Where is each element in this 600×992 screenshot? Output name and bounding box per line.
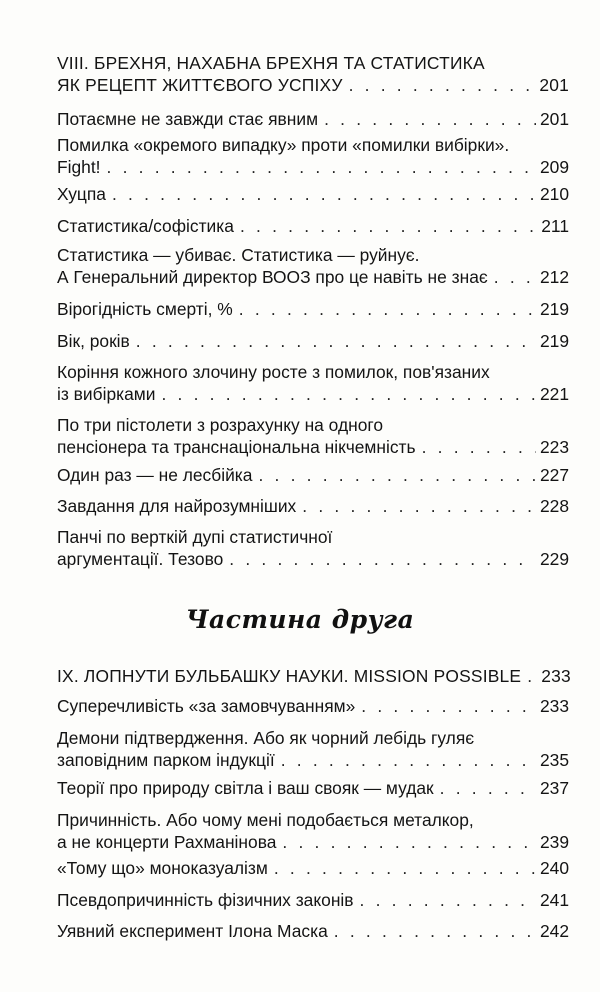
toc-page-number: 239: [539, 832, 569, 852]
toc-page-number: 223: [539, 437, 569, 457]
dot-leader: [229, 548, 536, 570]
dot-leader: [334, 920, 536, 942]
toc-entry-title: Завдання для найрозумніших: [57, 496, 297, 516]
toc-page-number: 221: [539, 384, 569, 404]
dot-leader: [360, 889, 536, 911]
toc-chapter-title-line1: VIII. БРЕХНЯ, НАХАБНА БРЕХНЯ ТА СТАТИСТИКА: [57, 53, 485, 73]
toc-entry[interactable]: [57, 361, 569, 405]
toc-entry-title: Статистика/софістика: [57, 216, 234, 236]
toc-entry-title: Хуцпа: [57, 184, 106, 204]
toc-entry-title-line1: Причинність. Або чому мені подобається металкор,: [57, 810, 474, 830]
toc-entry[interactable]: [57, 183, 569, 205]
toc-entry[interactable]: [57, 414, 569, 458]
toc-page-number: 227: [539, 465, 569, 485]
dot-leader: [422, 436, 536, 458]
dot-leader: [494, 266, 536, 288]
toc-entry-title: Уявний експеримент Ілона Маска: [57, 921, 328, 941]
toc-entry[interactable]: [57, 526, 569, 570]
toc-entry[interactable]: [57, 857, 569, 879]
toc-entry[interactable]: [57, 809, 569, 853]
dot-leader: [324, 108, 536, 130]
toc-chapter-8[interactable]: [57, 52, 569, 96]
toc-entry-title-line1: Панчі по верткій дупі статистичної: [57, 527, 333, 547]
dot-leader: [136, 330, 536, 352]
toc-page-number: 228: [539, 496, 569, 516]
dot-leader: [239, 298, 536, 320]
dot-leader: [349, 74, 536, 96]
toc-entry-title-line1: Помилка «окремого випадку» проти «помилки вибірки».: [57, 135, 510, 155]
part-heading: Частина друга: [185, 605, 415, 634]
toc-entry[interactable]: [57, 330, 569, 352]
toc-entry-title: Теорії про природу світла і ваш свояк — мудак: [57, 778, 434, 798]
dot-leader: [112, 183, 536, 205]
toc-entry[interactable]: [57, 298, 569, 320]
toc-page-number: 219: [539, 299, 569, 319]
dot-leader: [527, 665, 537, 687]
toc-entry[interactable]: [57, 244, 569, 288]
toc-entry-title: Один раз — не лесбійка: [57, 465, 253, 485]
toc-page-number: 233: [541, 666, 571, 686]
dot-leader: [274, 857, 536, 879]
toc-chapter-title-line2: ЯК РЕЦЕПТ ЖИТТЄВОГО УСПІХУ: [57, 75, 343, 95]
toc-page-number: 201: [539, 109, 569, 129]
toc-entry-title: аргументації. Тезово: [57, 549, 224, 569]
toc-page-number: 211: [541, 216, 569, 236]
dot-leader: [281, 749, 536, 771]
toc-entry-title-line1: Демони підтвердження. Або як чорний лебідь гуляє: [57, 728, 475, 748]
dot-leader: [240, 215, 537, 237]
toc-entry-title: заповідним парком індукції: [57, 750, 275, 770]
toc-entry-title-line1: Коріння кожного злочину росте з помилок, пов'язаних: [57, 362, 490, 382]
dot-leader: [440, 777, 536, 799]
toc-entry[interactable]: [57, 889, 569, 911]
toc-entry-title: Вік, років: [57, 331, 130, 351]
toc-entry-title: «Тому що» моноказуалізм: [57, 858, 268, 878]
toc-page-number: 209: [539, 157, 569, 177]
toc-entry-title: а не концерти Рахманінова: [57, 832, 277, 852]
toc-entry[interactable]: [57, 215, 569, 237]
dot-leader: [361, 695, 536, 717]
toc-entry[interactable]: [57, 134, 569, 178]
toc-page-number: 210: [539, 184, 569, 204]
toc-page-number: 233: [539, 696, 569, 716]
toc-entry[interactable]: [57, 108, 569, 130]
toc-page-number: 240: [539, 858, 569, 878]
toc-chapter-9[interactable]: [57, 665, 569, 687]
toc-chapter-title: IX. ЛОПНУТИ БУЛЬБАШКУ НАУКИ. MISSION POSSIBLE: [57, 666, 522, 686]
toc-entry-title: пенсіонера та транснаціональна нікчемність: [57, 437, 416, 457]
toc-entry-title: Потаємне не завжди стає явним: [57, 109, 319, 129]
toc-entry[interactable]: [57, 727, 569, 771]
toc-page-number: 201: [539, 75, 569, 95]
toc-page-number: 241: [539, 890, 569, 910]
toc-entry[interactable]: [57, 495, 569, 517]
toc-entry[interactable]: [57, 464, 569, 486]
toc-entry-title-line1: По три пістолети з розрахунку на одного: [57, 415, 384, 435]
toc-page-number: 229: [539, 549, 569, 569]
toc-entry[interactable]: [57, 695, 569, 717]
toc-entry-title: Fight!: [57, 157, 101, 177]
toc-page-number: 242: [539, 921, 569, 941]
dot-leader: [282, 831, 536, 853]
toc-entry-title: із вибірками: [57, 384, 156, 404]
toc-entry[interactable]: [57, 777, 569, 799]
toc-page-number: 219: [539, 331, 569, 351]
dot-leader: [302, 495, 536, 517]
toc-entry[interactable]: [57, 920, 569, 942]
toc-page-number: 235: [539, 750, 569, 770]
toc-entry-title: Вірогідність смерті, %: [57, 299, 233, 319]
dot-leader: [258, 464, 536, 486]
toc-page-number: 212: [539, 267, 569, 287]
toc-entry-title: Суперечливість «за замовчуванням»: [57, 696, 356, 716]
toc-page-number: 237: [539, 778, 569, 798]
dot-leader: [107, 156, 536, 178]
toc-entry-title-line1: Статистика — убиває. Статистика — руйнує.: [57, 245, 420, 265]
dot-leader: [161, 383, 536, 405]
toc-entry-title: Псевдопричинність фізичних законів: [57, 890, 354, 910]
toc-entry-title: А Генеральний директор ВООЗ про це навіть не знає: [57, 267, 488, 287]
